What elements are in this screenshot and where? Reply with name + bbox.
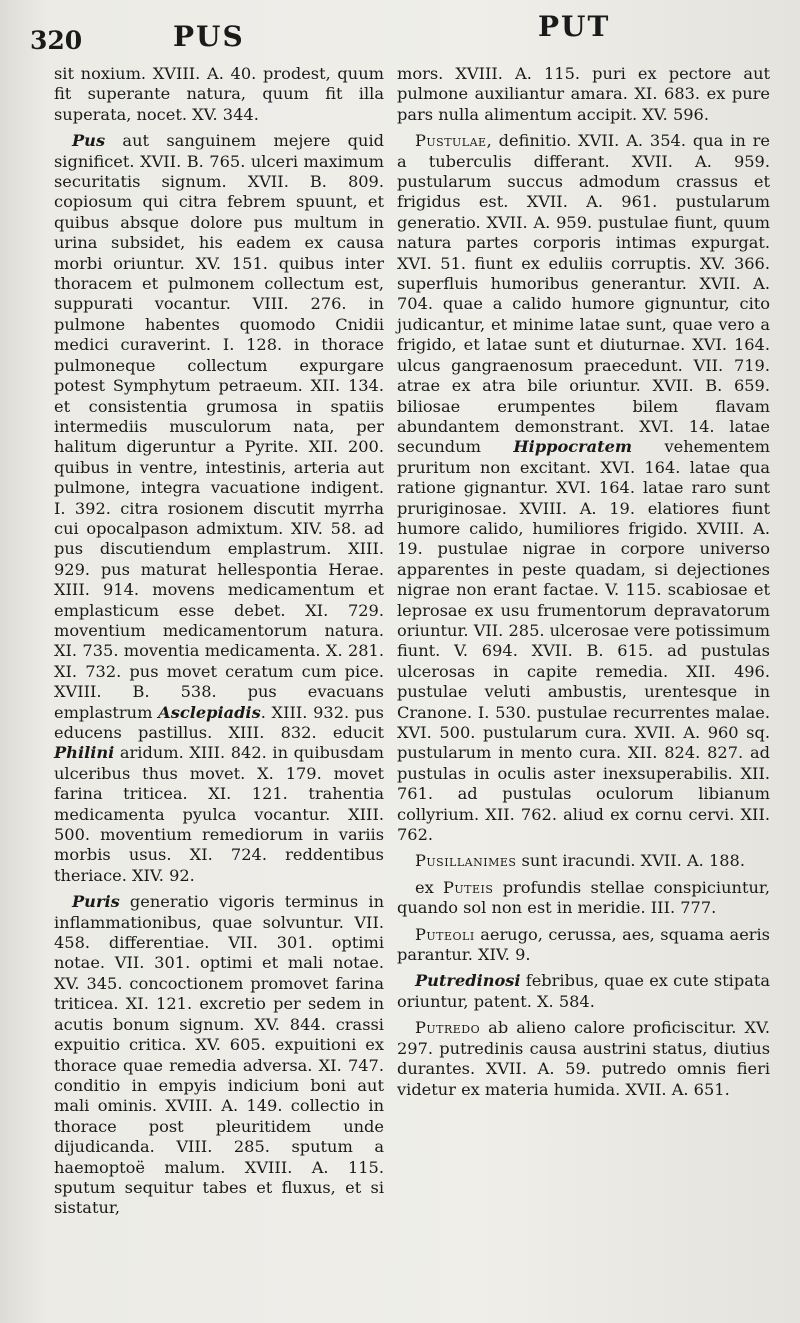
running-header: [0, 10, 800, 62]
entry-text: aridum. XIII. 842. in quibusdam ulceribus thus movet. X. 179. movet farina triticea. XI. 121. trahentia medicamenta pyulca vocantur. XIII. 500. moventium remediorum in variis morbis usus. XI. 724. reddentibus theriace. XIV. 92.: [54, 743, 384, 885]
left-running-head: PUS: [173, 20, 245, 53]
italic-name: Hippocratem: [513, 437, 633, 457]
entry-headword: Puris: [72, 892, 120, 912]
entry-headword: Putredo: [415, 1018, 481, 1038]
entry-text: febribus, quae ex cute stipata oriuntur, patent. X. 584.: [397, 971, 770, 1011]
entry-headword: Pusillanimes: [415, 851, 517, 871]
entry-puteoli: [397, 925, 770, 966]
entry-headword: Pus: [72, 131, 106, 151]
entry-text: profundis stellae conspiciuntur, quando sol non est in meridie. III. 777.: [397, 877, 770, 918]
entry-text: ab alieno calore proficiscitur. XV. 297. putredinis causa austrini status, diutius durantes. XVII. A. 59. putredo omnis fieri videtur ex materia humida. XVII. A. 651.: [397, 1018, 770, 1099]
entry-text: . XIII. 932. pus educens pastillus. XIII. 832. educit: [54, 702, 384, 742]
entry-headword: Puteoli: [415, 924, 475, 944]
entry-text: aut sanguinem mejere quid significet. XVII. B. 765. ulceri maximum securitatis signum. XVII. B. 809. copiosum qui citra febrem spuunt, et quibus absque dolore pus multum in urina subsidet, his eadem ex causa morbi oriuntur. XV. 151. quibus inter thoracem et pulmonem collectum est, suppurati vocantur. VIII. 276. in pulmone habentes quomodo Cnidii medici curaverint. I. 128. in thorace pulmoneque collectum expurgare potest Symphytum petraeum. XII. 134. et consistentia grumosa in spatiis intermediis musculorum nata, per halitum digeruntur a Pyrite. XII. 200. quibus in ventre, intestinis, arteria aut pulmone, integra vacuatione indigent. I. 392. citra rosionem discutit myrrha cui opocalpason admixtum. XIV. 58. ad pus discutiendum emplastrum. XIII. 929. pus maturat hellespontia Herae. XIII. 914. movens medicamentum et emplasticum esse debet. XI. 729. moventium medicamentorum natura. XI. 735. moventia medicamenta. X. 281. XI. 732. pus movet ceratum cum pice. XVIII. B. 538. pus evacuans emplastrum: [54, 131, 384, 722]
italic-name: Philini: [54, 743, 115, 763]
entry-putredo: [397, 1018, 770, 1100]
entry-text: ex: [415, 877, 443, 897]
entry-text: vehementem pruritum non excitant. XVI. 164. latae qua ratione gignantur. XVI. 164. latae raro sunt pruriginosae. XVIII. A. 19. elatiores fiunt humore calido, humiliores frigido. XVIII. A. 19. pustulae nigrae in corpore universo apparentes in peste quadam, si dejectiones nigrae non erant factae. V. 115. scabiosae et leprosae ex usu frumentorum depravatorum oriuntur. VII. 285. ulcerosae vere potissimum fiunt. V. 694. XVII. B. 615. ad pustulas ulcerosas in capite remedia. XII. 496. pustulae veluti ambustis, urentesque in Cranone. I. 530. pustulae recurrentes malae. XVI. 500. pustularum cura. XVII. A. 960 sq. pustularum in mento cura. XII. 824. 827. ad pustulas in oculis aster inexsuperabilis. XII. 761. ad pustulas oculorum libianum collyrium. XII. 762. aliud ex cornu cervi. XII. 762.: [397, 437, 771, 845]
right-column: [397, 64, 770, 1100]
entry-pus: [54, 131, 384, 886]
entry-text: generatio vigoris terminus in inflammationibus, quae solvuntur. VII. 458. differentiae. VII. 301. optimi notae. VII. 301. optimi et mali notae. XV. 345. concoctionem promovet farina triticea. XI. 121. excretio per sedem in acutis bonum signum. XV. 844. crassi expuitio critica. XV. 605. expuitioni ex thorace quae remedia adversa. XI. 747. conditio in empyis indicium boni aut mali ominis. XVIII. A. 149. collectio in thorace post pleuritidem unde dijudicanda. VIII. 285. sputum a haemoptoë malum. XVIII. A. 115. sputum sequitur tabes et fluxus, et si sistatur,: [54, 892, 384, 1218]
italic-name: Asclepiadis: [158, 702, 261, 722]
entry-headword: Putredinosi: [415, 971, 521, 991]
entry-puris: [54, 892, 384, 1219]
entry-text: sunt iracundi. XVII. A. 188.: [516, 851, 745, 871]
continued-paragraph: sit noxium. XVIII. A. 40. prodest, quum fit superante natura, quum fit illa superata, nocet. XV. 344.: [54, 64, 384, 124]
entry-puteis: [397, 878, 770, 919]
entry-pusillanimes: [397, 851, 770, 871]
page-number: 320: [30, 26, 83, 55]
left-column: [54, 64, 384, 1219]
entry-text: , definitio. XVII. A. 354. qua in re a tuberculis differant. XVII. A. 959. pustularum succus admodum crassus et frigidus est. XVII. A. 961. pustularum generatio. XVII. A. 959. pustulae fiunt, quum natura partes corporis intimas expurgat. XVI. 51. fiunt ex eduliis corruptis. XV. 366. superfluis humoribus generantur. XVII. A. 704. quae a calido humore gignuntur, cito judicantur, et minime latae sunt, quae vero a frigido, et latae sunt et diuturnae. XVI. 164. ulcus gangraenosum praecedunt. VII. 719. atrae ex atra bile oriuntur. XVII. B. 659. biliosae erumpentes bilem flavam abundantem demonstrant. XVI. 14. latae secundum: [397, 131, 770, 457]
entry-headword: Puteis: [443, 877, 494, 897]
entry-pustulae: [397, 131, 770, 845]
continued-paragraph: mors. XVIII. A. 115. puri ex pectore aut pulmone auxiliantur amara. XI. 683. ex pure pars nulla alimentum accipit. XV. 596.: [397, 64, 770, 124]
entry-text: aerugo, cerussa, aes, squama aeris parantur. XIV. 9.: [397, 924, 770, 965]
entry-headword: Pustulae: [415, 131, 487, 151]
right-running-head: PUT: [538, 10, 611, 43]
entry-putredinosi: [397, 971, 770, 1012]
